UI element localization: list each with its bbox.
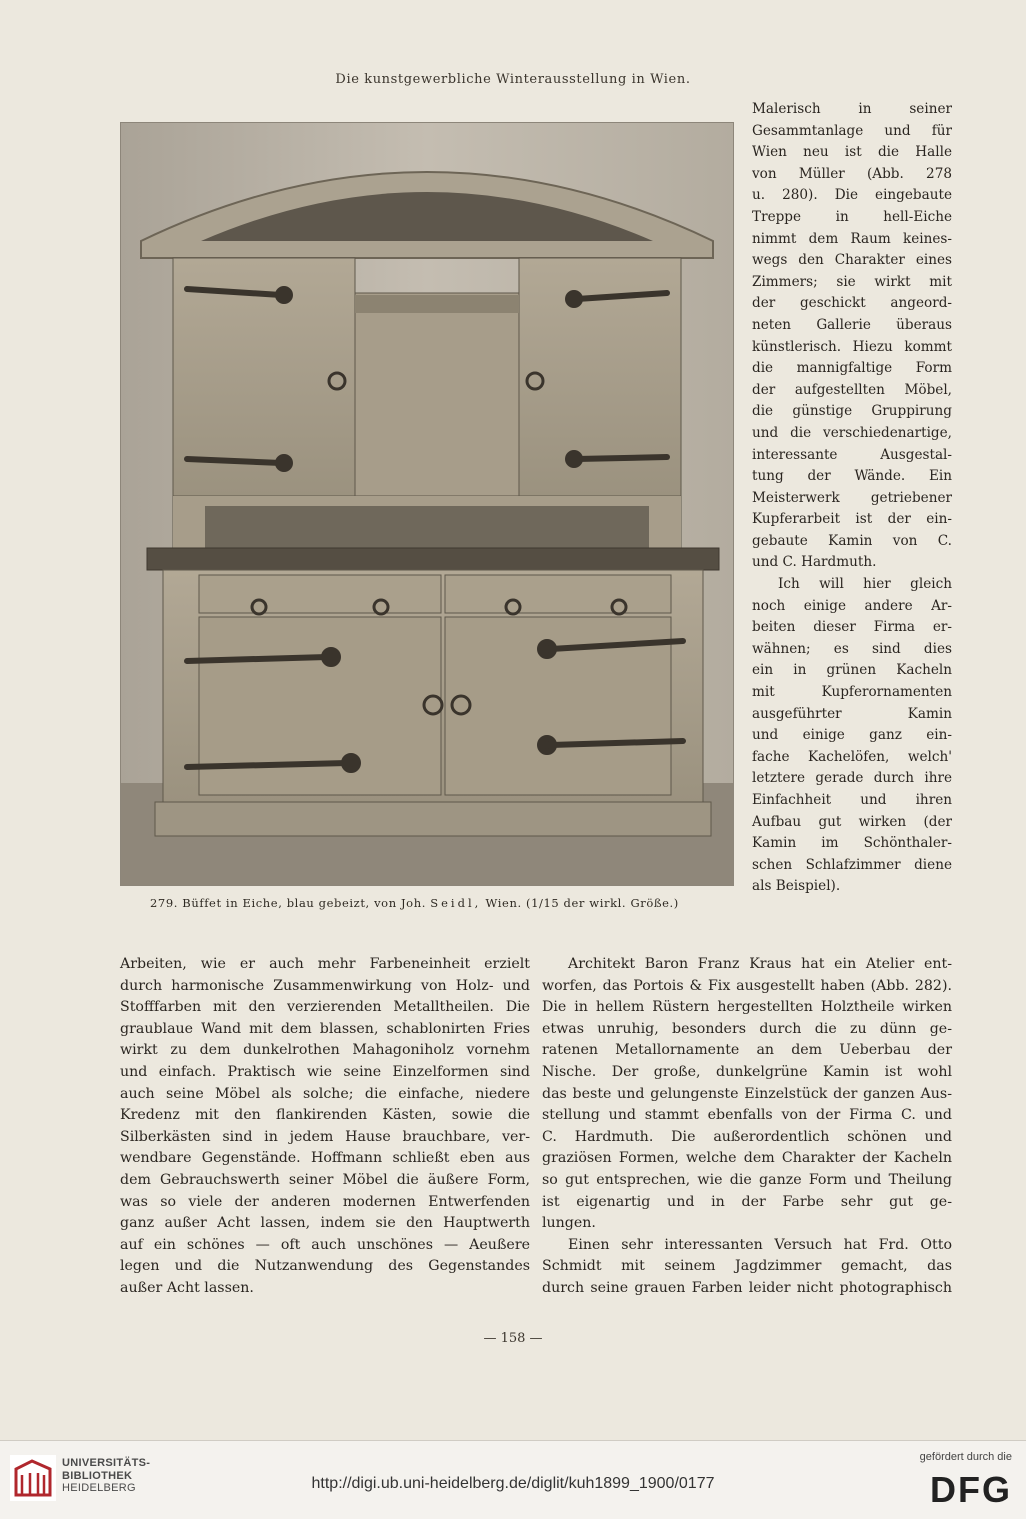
text-line: ausgeführter Kamin xyxy=(752,705,952,722)
text-line: mit Kupferornamenten xyxy=(752,684,952,701)
text-line: legen und die Nutzanwendung des Gegenstandes xyxy=(120,1258,530,1275)
library-name-line: BIBLIOTHEK xyxy=(62,1469,133,1482)
text-line: das beste und gelungenste Einzelstück der ganzen Aus- xyxy=(542,1085,952,1102)
text-line: künstlerisch. Hiezu kommt xyxy=(752,338,952,355)
sideboard-illustration xyxy=(121,123,733,885)
text-line: Kredenz mit den flankirenden Kästen, sowie die xyxy=(120,1107,530,1124)
text-line: beiten dieser Firma er- xyxy=(752,619,952,636)
text-line: Einen sehr interessanten Versuch hat Frd. Otto xyxy=(568,1236,952,1253)
text-line: so gut entsprechen, wie die ganze Form und Theilung xyxy=(542,1171,952,1188)
text-line: tung der Wände. Ein xyxy=(752,468,952,485)
text-line: als Beispiel). xyxy=(752,878,841,895)
caption-maker-name: Seidl, xyxy=(430,896,482,910)
text-line: Die in hellem Rüstern hergestellten Holztheile wirken xyxy=(542,999,952,1016)
text-line: fache Kachelöfen, welch' xyxy=(752,748,952,765)
text-line: Silberkästen sind in jedem Hause brauchbare, ver- xyxy=(120,1128,530,1145)
text-line: Malerisch in seiner xyxy=(752,101,952,117)
text-line: interessante Ausgestal- xyxy=(752,446,952,463)
text-line: Architekt Baron Franz Kraus hat ein Atelier ent- xyxy=(568,956,952,972)
viewer-footer xyxy=(0,1440,1026,1519)
left-column xyxy=(120,954,530,1300)
upper-center-door xyxy=(355,293,519,496)
text-line: ein in grünen Kacheln xyxy=(752,662,952,679)
text-line: neten Gallerie überaus xyxy=(752,316,952,333)
plinth xyxy=(155,802,711,836)
funding-note: gefördert durch die xyxy=(919,1451,1012,1463)
text-line: die mannigfaltige Form xyxy=(752,360,952,377)
text-line: auf ein schönes — oft auch unschönes — Aeußere xyxy=(120,1236,530,1253)
text-line: graublaue Wand mit dem blassen, schablonirten Fries xyxy=(120,1020,530,1037)
text-line: und die verschiedenartige, xyxy=(752,424,952,441)
text-line: ist eigenartig und in der Farbe sehr gut ge- xyxy=(542,1193,952,1210)
figure-caption xyxy=(150,896,770,910)
text-line: wähnen; es sind dies xyxy=(752,640,952,657)
text-line: nimmt dem Raum keines- xyxy=(752,230,952,247)
text-line: außer Acht lassen. xyxy=(120,1279,254,1296)
running-head: Die kunstgewerbliche Winterausstellung in Wien. xyxy=(335,72,691,87)
caption-scale: (1/15 der wirkl. Größe.) xyxy=(525,896,679,910)
text-line: und einfach. Praktisch wie seine Einzelformen sind xyxy=(120,1063,530,1080)
text-line: Einfachheit und ihren xyxy=(752,792,952,808)
text-line: C. Hardmuth. Die außerordentlich schönen und xyxy=(542,1128,952,1145)
text-line: schen Schlafzimmer diene xyxy=(752,856,952,873)
caption-number: 279. xyxy=(150,896,179,910)
text-line: etwas unruhig, besonders durch die zu dünn ge- xyxy=(542,1020,952,1037)
text-line: wendbare Gegenstände. Hoffmann schließt eben aus xyxy=(120,1150,530,1167)
drawer-left xyxy=(199,575,441,613)
drawer-right xyxy=(445,575,671,613)
text-line: gebaute Kamin von C. xyxy=(752,532,952,549)
text-line: Kupferarbeit ist der ein- xyxy=(752,511,952,528)
right-column xyxy=(542,954,952,1300)
text-line: dem Gebrauchswerth seiner Möbel die äußere Form, xyxy=(120,1171,530,1188)
text-line: der geschickt angeord- xyxy=(752,295,952,312)
text-line: der aufgestellten Möbel, xyxy=(752,381,952,398)
text-line: Kamin im Schönthaler- xyxy=(752,835,952,852)
text-line: Wien neu ist die Halle xyxy=(752,144,952,161)
text-line: Schmidt mit seinem Jagdzimmer gemacht, das xyxy=(542,1258,952,1275)
text-line: Aufbau gut wirken (der xyxy=(752,813,952,830)
text-line: die günstige Gruppirung xyxy=(752,403,952,420)
text-line: wirkt zu dem dunkelrothen Mahagoniholz vornehm xyxy=(120,1042,530,1059)
text-line: graziösen Formen, welche dem Charakter der Kacheln xyxy=(542,1150,952,1167)
text-line: lungen. xyxy=(542,1215,596,1232)
library-name-line: HEIDELBERG xyxy=(62,1482,136,1494)
counter-top xyxy=(147,548,719,570)
text-line: Nische. Der große, dunkelgrüne Kamin ist wohl xyxy=(542,1063,952,1080)
text-line: Zimmers; sie wirkt mit xyxy=(752,273,952,290)
library-name-line: UNIVERSITÄTS- xyxy=(62,1457,151,1469)
text-line: stellung und stammt ebenfalls von der Firma C. und xyxy=(542,1107,952,1124)
caption-text-1: Büffet in Eiche, blau gebeizt, von Joh. xyxy=(182,896,426,910)
text-line: Stofffarben mit den verzierenden Metalltheilen. Die xyxy=(120,999,530,1016)
source-url-link[interactable]: http://digi.ub.uni-heidelberg.de/diglit/kuh1899_1900/0177 xyxy=(311,1475,715,1492)
text-line: und C. Hardmuth. xyxy=(752,554,877,571)
text-line: Treppe in hell-Eiche xyxy=(752,208,952,225)
text-line: wegs den Charakter eines xyxy=(752,252,952,269)
upper-center-rail xyxy=(355,295,519,313)
text-line: Arbeiten, wie er auch mehr Farbeneinheit erzielt xyxy=(120,956,530,972)
text-line: worfen, das Portois & Fix ausgestellt haben (Abb. 282). xyxy=(542,977,952,994)
dfg-logo: DFG xyxy=(930,1469,1012,1510)
text-line: von Müller (Abb. 278 xyxy=(752,165,952,182)
text-line: durch seine grauen Farben leider nicht photographisch xyxy=(542,1279,952,1296)
right-top-column xyxy=(752,98,952,897)
text-line: Meisterwerk getriebener xyxy=(752,489,952,506)
text-line: ratenen Metallornamente an dem Ueberbau der xyxy=(542,1042,952,1059)
text-line: Gesammtanlage und für xyxy=(752,122,952,139)
text-line: ganz außer Acht lassen, indem sie den Hauptwerth xyxy=(120,1215,530,1232)
text-line: was so viele der anderen modernen Entwerfenden xyxy=(120,1193,530,1210)
shelf-board xyxy=(173,496,681,506)
page-number: — 158 — xyxy=(483,1331,543,1346)
text-line: letztere gerade durch ihre xyxy=(752,770,952,787)
caption-text-2: Wien. xyxy=(485,896,522,910)
text-line: und einige ganz ein- xyxy=(752,727,952,744)
figure-plate xyxy=(120,122,734,886)
text-line: Ich will hier gleich xyxy=(778,576,952,593)
text-line: auch seine Möbel als solche; die einfache, niedere xyxy=(120,1085,530,1102)
text-line: u. 280). Die eingebaute xyxy=(752,187,952,204)
text-line: durch harmonische Zusammenwirkung von Holz- und xyxy=(120,977,530,994)
text-line: noch einige andere Ar- xyxy=(752,597,952,614)
